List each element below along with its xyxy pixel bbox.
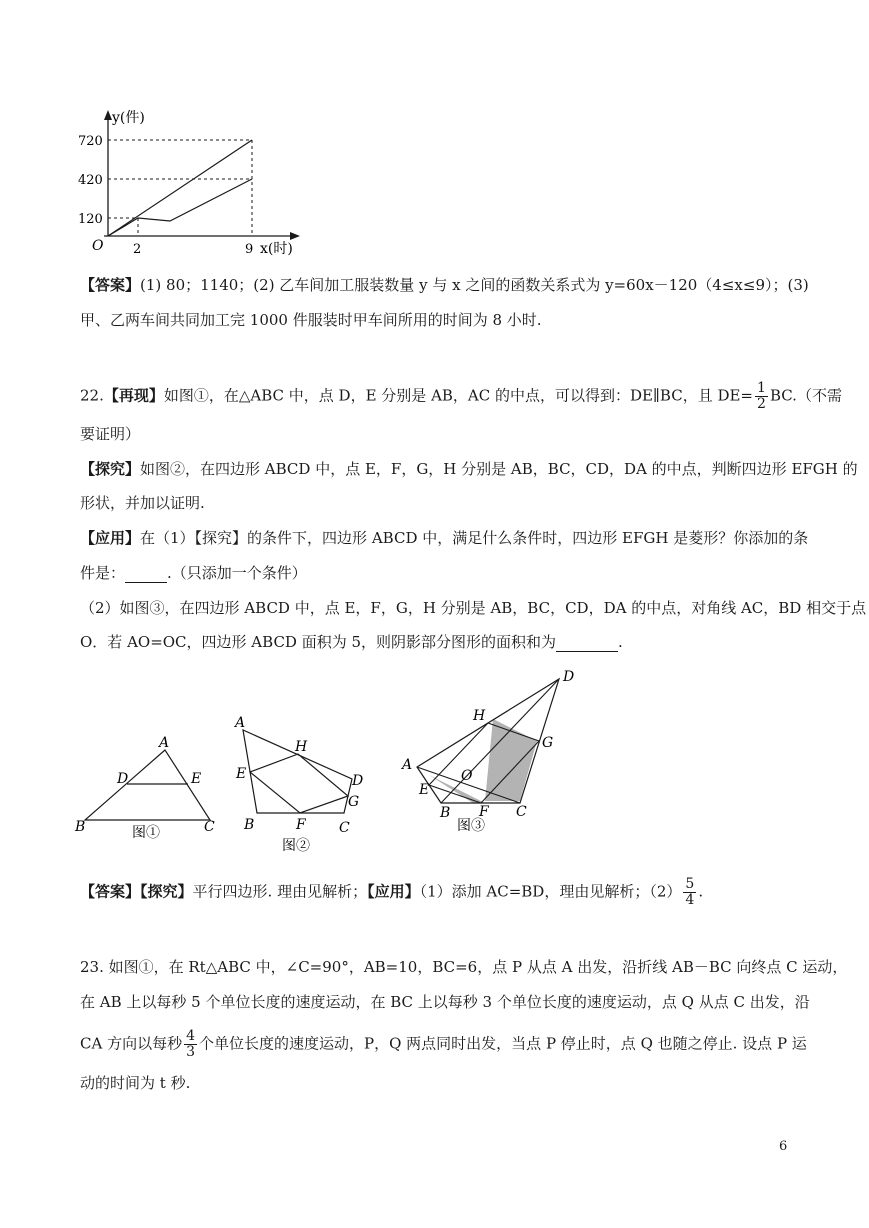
svg-text:H: H <box>473 708 486 724</box>
svg-text:A: A <box>159 735 170 751</box>
svg-text:B: B <box>75 819 86 835</box>
fraction-four-thirds: $\frac{4}{3}$ <box>186 1028 196 1060</box>
fraction-five-quarters: $\frac{5}{4}$ <box>685 876 695 908</box>
svg-text:C: C <box>339 820 350 836</box>
figure-3-caption: 图③ <box>457 818 485 834</box>
y-axis-label: y(件) <box>112 110 145 126</box>
q23-line1: 23. 如图①，在 Rt△ABC 中，∠C=90°，AB=10，BC=6，点 P 从点 A 出发，沿折线 AB－BC 向终点 C 运动， <box>80 958 848 976</box>
y-tick-720: 720 <box>78 134 103 149</box>
svg-text:G: G <box>542 735 554 751</box>
svg-text:D: D <box>563 669 575 685</box>
svg-text:F: F <box>296 817 306 833</box>
q22-line3: 【探究】如图②，在四边形 ABCD 中，点 E，F，G，H 分别是 AB，BC，CD，DA 的中点，判断四边形 EFGH 的 <box>80 460 858 478</box>
svg-text:B: B <box>244 817 255 833</box>
q23-line2: 在 AB 上以每秒 5 个单位长度的速度运动，在 BC 上以每秒 3 个单位长度的速度运动，点 Q 从点 C 出发，沿 <box>80 993 810 1011</box>
q22-line7: （2）如图③，在四边形 ABCD 中，点 E，F，G，H 分别是 AB，BC，CD，DA 的中点，对角线 AC，BD 相交于点 <box>80 599 867 617</box>
origin-label: O <box>92 238 104 254</box>
svg-text:C: C <box>204 819 215 835</box>
svg-text:G: G <box>348 794 360 810</box>
figure-3 <box>395 665 585 840</box>
y-tick-120: 120 <box>78 212 103 227</box>
answer21-line1: 【答案】(1) 80；1140；(2) 乙车间加工服装数量 y 与 x 之间的函数关系式为 y=60x－120（4≤x≤9）；(3) <box>80 276 809 294</box>
svg-text:D: D <box>117 771 129 787</box>
q22-line4: 形状，并加以证明. <box>80 494 205 512</box>
x-tick-2: 2 <box>133 242 142 257</box>
fraction-half: $\frac{1}{2}$ <box>757 380 766 412</box>
answer21-line2: 甲、乙两车间共同加工完 1000 件服装时甲车间所用的时间为 8 小时. <box>80 311 542 329</box>
q23-line4: 动的时间为 t 秒. <box>80 1074 191 1092</box>
figure-2 <box>230 712 370 857</box>
svg-text:A: A <box>402 757 413 773</box>
q22-line8: O．若 AO=OC，四边形 ABCD 面积为 5，则阴影部分图形的面积和为 . <box>80 633 623 651</box>
svg-text:E: E <box>419 782 430 798</box>
figure-1 <box>70 735 230 845</box>
svg-text:C: C <box>516 804 527 820</box>
y-tick-420: 420 <box>78 173 103 188</box>
x-tick-9: 9 <box>245 242 254 257</box>
svg-text:F: F <box>479 804 489 820</box>
svg-text:H: H <box>295 739 308 755</box>
svg-text:E: E <box>191 771 202 787</box>
svg-text:A: A <box>235 715 246 731</box>
x-axis-label: x(时) <box>260 241 293 257</box>
q23-line3: CA 方向以每秒 $\frac{4}{3}$ 个单位长度的速度运动，P，Q 两点同时出发，当点 P 停止时，点 Q 也随之停止. 设点 P 运 <box>80 1028 807 1060</box>
answer22-line: 【答案】【探究】平行四边形. 理由见解析；【应用】（1）添加 AC=BD，理由见解析；（2） $\frac{5}{4}$ . <box>80 876 704 908</box>
figure-2-caption: 图② <box>282 838 310 854</box>
figure-1-caption: 图① <box>132 825 160 841</box>
svg-text:O: O <box>461 768 473 784</box>
q22-line5: 【应用】在（1）【探究】的条件下，四边形 ABCD 中，满足什么条件时，四边形 EFGH 是菱形？你添加的条 <box>80 529 809 547</box>
answer-blank-1[interactable] <box>125 568 167 583</box>
q22-line2: 要证明） <box>80 425 141 443</box>
svg-text:D: D <box>352 773 364 789</box>
svg-text:B: B <box>440 805 451 821</box>
answer-blank-2[interactable] <box>556 637 618 652</box>
q22-line1: 22.【再现】如图①，在△ABC 中，点 D，E 分别是 AB，AC 的中点，可以得到：DE∥BC，且 DE= $\frac{1}{2}$ BC.（不需 <box>80 380 842 412</box>
page-number: 6 <box>779 1139 788 1154</box>
answer-tag: 【答案】 <box>80 276 141 294</box>
svg-text:E: E <box>236 766 247 782</box>
function-graph <box>78 100 338 265</box>
q22-line6: 件是： .（只添加一个条件） <box>80 564 307 582</box>
